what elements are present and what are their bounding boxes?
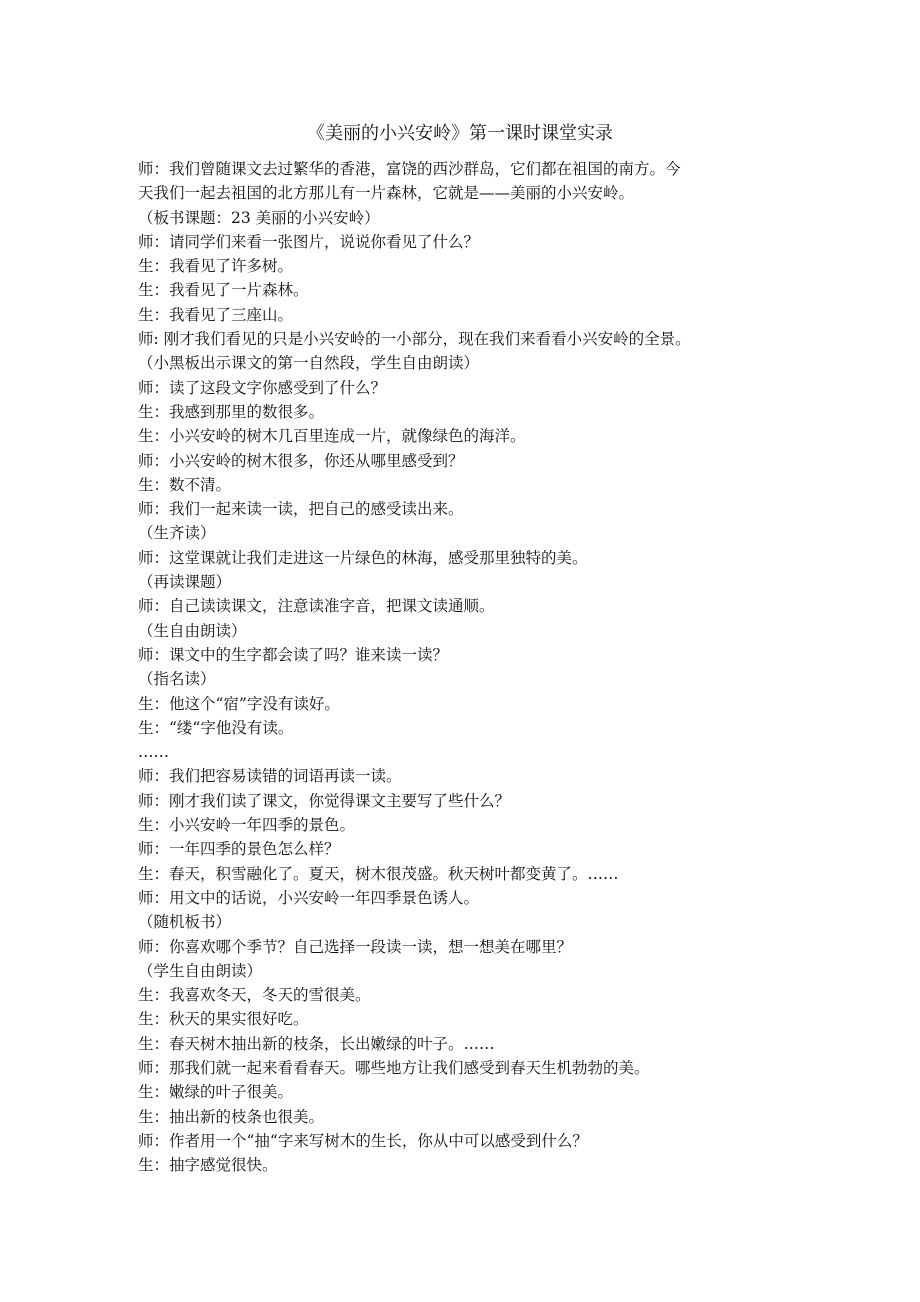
text-line: 生：小兴安岭一年四季的景色。 bbox=[138, 816, 356, 835]
text-line: 生：春天，积雪融化了。夏天，树木很茂盛。秋天树叶都变黄了。…… bbox=[138, 864, 619, 883]
text-line: 师：请同学们来看一张图片，说说你看见了什么？ bbox=[138, 232, 480, 251]
text-line: （板书课题：23 美丽的小兴安岭） bbox=[138, 208, 380, 227]
document-body bbox=[138, 157, 788, 1177]
text-line: （小黑板出示课文的第一自然段，学生自由朗读） bbox=[138, 354, 480, 373]
text-line: （生自由朗读） bbox=[138, 621, 247, 640]
text-line: 生：抽出新的枝条也很美。 bbox=[138, 1107, 325, 1126]
text-line: 生：“缕“字他没有读。 bbox=[138, 718, 294, 737]
text-line: 师：小兴安岭的树木很多，你还从哪里感受到？ bbox=[138, 451, 464, 470]
text-line: 师：我们曾随课文去过繁华的香港，富饶的西沙群岛，它们都在祖国的南方。今 bbox=[138, 160, 681, 178]
text-line: 生：抽字感觉很快。 bbox=[138, 1156, 278, 1175]
text-line: 师：你喜欢哪个季节？自己选择一段读一读，想一想美在哪里？ bbox=[138, 937, 573, 956]
text-line: 生：他这个“宿”字没有读好。 bbox=[138, 694, 340, 713]
text-line: 师：作者用一个“抽“字来写树木的生长，你从中可以感受到什么？ bbox=[138, 1131, 588, 1150]
text-line: 师：我们把容易读错的词语再读一读。 bbox=[138, 767, 402, 786]
text-line: （指名读） bbox=[138, 670, 216, 689]
text-line: 生：我看见了许多树。 bbox=[138, 257, 294, 276]
text-line: （随机板书） bbox=[138, 913, 232, 932]
document-title: 《美丽的小兴安岭》第一课时课堂实录 bbox=[307, 123, 613, 144]
text-line: 师：自己读读课文，注意读准字音，把课文读通顺。 bbox=[138, 597, 495, 616]
text-line: 生：嫩绿的叶子很美。 bbox=[138, 1083, 294, 1102]
text-line: 师：读了这段文字你感受到了什么？ bbox=[138, 378, 387, 397]
text-line: 师：一年四季的景色怎么样？ bbox=[138, 840, 340, 859]
text-line: 生：小兴安岭的树木几百里连成一片，就像绿色的海洋。 bbox=[138, 427, 526, 446]
text-line: （再读课题） bbox=[138, 573, 232, 592]
text-line: 师：课文中的生字都会读了吗？谁来读一读？ bbox=[138, 645, 449, 664]
text-line: 师: 刚才我们看见的只是小兴安岭的一小部分，现在我们来看看小兴安岭的全景。 bbox=[138, 330, 691, 349]
text-line: 师：我们一起来读一读，把自己的感受读出来。 bbox=[138, 500, 464, 519]
text-line: （学生自由朗读） bbox=[138, 961, 263, 980]
text-line: 师：这堂课就让我们走进这一片绿色的林海，感受那里独特的美。 bbox=[138, 548, 588, 567]
text-line: 天我们一起去祖国的北方那儿有一片森林，它就是——美丽的小兴安岭。 bbox=[138, 184, 635, 203]
text-line: 生：秋天的果实很好吃。 bbox=[138, 1010, 309, 1029]
text-line: 生：我看见了三座山。 bbox=[138, 305, 294, 324]
text-line: 生：数不清。 bbox=[138, 475, 232, 494]
text-line: …… bbox=[138, 743, 169, 762]
text-line: 师：用文中的话说，小兴安岭一年四季景色诱人。 bbox=[138, 888, 480, 907]
text-line: 生：我喜欢冬天，冬天的雪很美。 bbox=[138, 986, 371, 1005]
text-line: 师：刚才我们读了课文，你觉得课文主要写了些什么？ bbox=[138, 791, 511, 810]
text-line: 生：春天树木抽出新的枝条，长出嫩绿的叶子。…… bbox=[138, 1034, 495, 1053]
text-line: （生齐读） bbox=[138, 524, 216, 543]
text-line: 师：那我们就一起来看看春天。哪些地方让我们感受到春天生机勃勃的美。 bbox=[138, 1058, 650, 1077]
text-line: 生：我感到那里的数很多。 bbox=[138, 402, 325, 421]
text-line: 生：我看见了一片森林。 bbox=[138, 281, 309, 300]
